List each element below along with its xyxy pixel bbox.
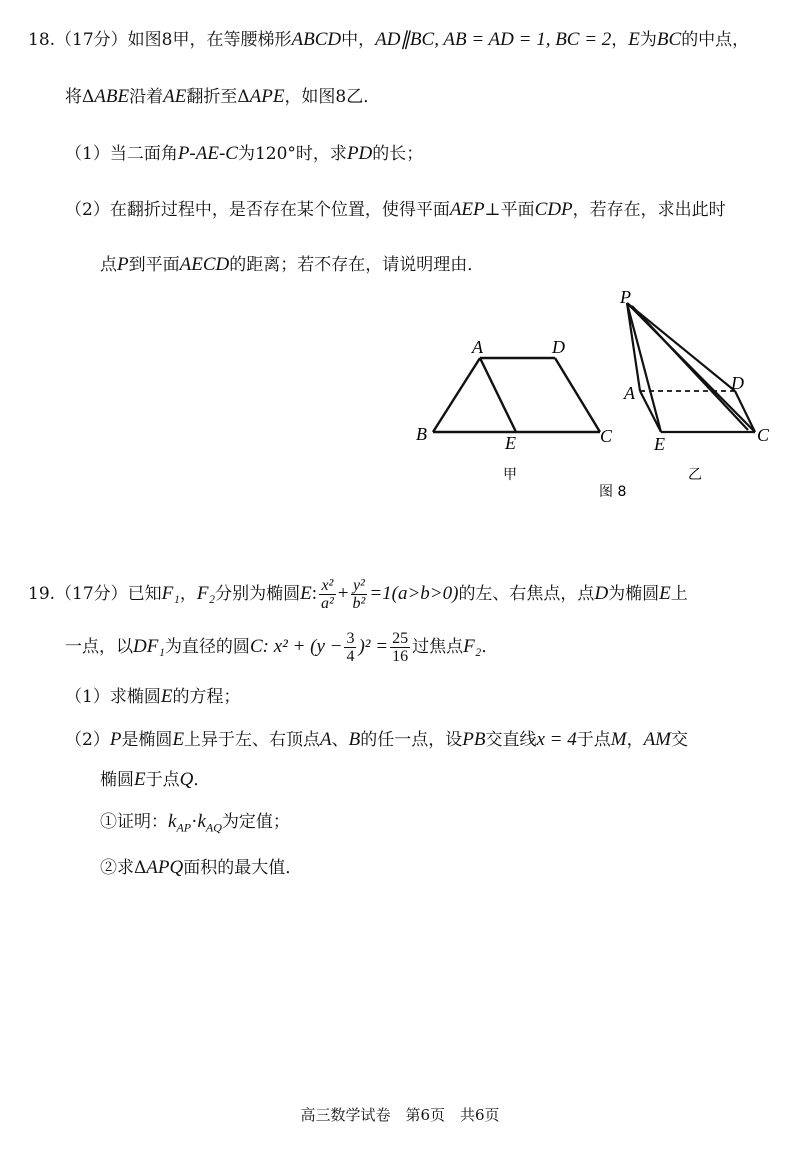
p19-q2M: M: [610, 729, 627, 750]
p19-h2: 分别为椭圆: [215, 584, 301, 604]
p18-AE: AE: [163, 86, 187, 107]
p18-BC: BC: [656, 29, 682, 50]
p19-sep: ，: [179, 584, 197, 604]
p18-q2P: P: [117, 254, 129, 275]
p18-mid1: 中，: [341, 30, 376, 50]
frac-x2-a2: [319, 577, 336, 612]
trap-label-C: C: [600, 426, 613, 446]
trap-edge-AE: [480, 358, 516, 432]
p19-F2: F₂: [196, 583, 216, 604]
p19-h1: 19.（17分）已知: [28, 584, 162, 604]
p19-h3: 的左、右焦点，点: [458, 584, 595, 604]
p19-q2PB: PB: [462, 729, 486, 750]
p19-circle-mid: )² =: [358, 636, 389, 657]
p19-line1: [28, 572, 688, 616]
p18-q1c: 的长；: [372, 144, 424, 164]
p18-q1a: （1）当二面角: [65, 144, 178, 164]
p19-q2k: 于点: [145, 770, 180, 790]
pyr-edge-PE: [627, 303, 661, 432]
trapezoid-figure: [433, 358, 600, 432]
trap-label-B: B: [416, 424, 427, 444]
p18-q2AEP: AEP: [449, 199, 485, 220]
p19-line2: [65, 625, 498, 669]
p19-sub1b: 为定值；: [221, 812, 290, 832]
p19-q2a: （2）: [65, 730, 110, 750]
p19-colon: :: [311, 583, 317, 604]
pyramid-figure: [627, 303, 755, 432]
trap-label-E: E: [505, 433, 516, 453]
trap-edge-DC: [555, 358, 600, 432]
p19-q2AM: AM: [643, 729, 672, 750]
p19-q2b: 是椭圆: [121, 730, 173, 750]
p19-sub1aq: AQ: [205, 820, 222, 835]
p19-h4: 为椭圆: [608, 584, 660, 604]
p19-q2E: E: [172, 729, 185, 750]
trap-label-A: A: [472, 337, 483, 357]
page-footer: 高三数学试卷 第6页 共6页: [300, 1106, 500, 1124]
pyr-label-A: A: [624, 383, 635, 403]
p19-q2h: ，: [626, 730, 644, 750]
pyr-label-E: E: [654, 434, 665, 454]
p18-header: 18.（17分）如图8甲，在等腰梯形: [28, 30, 292, 50]
p18-q2b: ⊥平面: [484, 200, 535, 220]
p19-sub1dot: ·: [191, 811, 198, 832]
p19-q2Q: Q: [179, 769, 194, 790]
p19-q2f: 交直线: [485, 730, 537, 750]
p18-l2b: 沿着: [129, 87, 164, 107]
p19-circle-left: : x² + (y −: [262, 636, 343, 657]
p19-sub1k2: k: [197, 811, 206, 832]
p18-l2c: 翻折至Δ: [186, 87, 250, 107]
p19-l2d: ．: [481, 637, 499, 657]
frac-den-b2: b²: [352, 595, 366, 612]
p19-sub2a: ②求Δ: [100, 858, 147, 878]
p19-l2c: 过焦点: [412, 637, 464, 657]
figure-caption: 图 8: [599, 484, 627, 500]
p18-q2c: ，若存在，求出此时: [572, 200, 726, 220]
p19-DF1: DF₁: [133, 636, 165, 657]
p19-q2line: x = 4: [536, 729, 577, 750]
frac-num-y2: y²: [351, 577, 368, 595]
p18-cond: AD∥BC, AB = AD = 1, BC = 2: [375, 29, 612, 50]
p18-mid2: ，: [611, 30, 629, 50]
p19-q2i: 交: [671, 730, 689, 750]
p19-C: C: [249, 636, 263, 657]
p19-sub1: [100, 810, 290, 839]
p19-q2A: A: [320, 729, 332, 750]
p19-q2-cont: [100, 768, 210, 792]
frac-den-4: 4: [346, 648, 355, 665]
trap-edge-AB: [433, 358, 480, 432]
p19-q1a: （1）求椭圆: [65, 687, 161, 707]
p18-q1angle: P-AE-C: [177, 143, 238, 164]
p18-q2a: （2）在翻折过程中，是否存在某个位置，使得平面: [65, 200, 450, 220]
p19-q2: [65, 728, 688, 752]
p19-q2l: ．: [193, 770, 211, 790]
p19-q2c: 上异于左、右顶点: [184, 730, 321, 750]
frac-num-x2: x²: [319, 577, 336, 595]
p18-q2CDP: CDP: [534, 199, 573, 220]
p19-q2B: B: [348, 729, 361, 750]
p19-E2: E: [659, 583, 671, 604]
pyr-label-C: C: [757, 425, 770, 445]
p19-D: D: [594, 583, 609, 604]
trap-label-D: D: [552, 337, 565, 357]
p18-q2AECD: AECD: [179, 254, 230, 275]
p19-q2d: 、: [331, 730, 349, 750]
frac-y2-b2: [351, 577, 368, 612]
p19-q2g: 于点: [576, 730, 611, 750]
pyr-edge-AE: [640, 391, 661, 432]
p19-h5: 上: [670, 584, 688, 604]
p18-shape: ABCD: [291, 29, 342, 50]
p19-plus: +: [337, 583, 349, 604]
p19-F1: F₁: [161, 583, 180, 604]
p19-q2j: 椭圆: [100, 770, 134, 790]
p19-l2b: 为直径的圆: [164, 637, 250, 657]
p19-sub1ap: AP: [176, 820, 192, 835]
pyr-edge-PD: [627, 303, 735, 391]
frac-25-16: [390, 630, 410, 665]
frac-3-4: [344, 630, 356, 665]
frac-num-25: 25: [392, 630, 409, 647]
p18-E: E: [628, 29, 640, 50]
p19-q1b: 的方程；: [172, 687, 241, 707]
p19-q2e: 的任一点，设: [360, 730, 463, 750]
p18-l2d: ，如图8乙．: [284, 87, 381, 107]
p19-E: E: [300, 583, 312, 604]
p19-l2a: 一点，以: [65, 637, 133, 657]
p18-q2e: 到平面: [128, 255, 180, 275]
pyr-label-P: P: [620, 287, 631, 307]
p19-q1: [65, 685, 240, 709]
p18-APE: APE: [249, 86, 285, 107]
p19-q2P: P: [109, 729, 122, 750]
p18-q2d: 点: [100, 255, 117, 275]
caption-yi: 乙: [688, 467, 702, 483]
pyr-label-D: D: [731, 373, 744, 393]
p19-sub2b: 面积的最大值．: [183, 858, 303, 878]
frac-den-16: 16: [392, 648, 409, 665]
p18-mid3: 为: [639, 30, 657, 50]
frac-num-3: 3: [346, 630, 355, 647]
p18-tail: 的中点，: [681, 30, 750, 50]
p18-q2f: 的距离；若不存在，请说明理由．: [229, 255, 485, 275]
p18-ABE: ABE: [94, 86, 130, 107]
p19-F2b: F₂: [463, 636, 482, 657]
p18-q1PD: PD: [346, 143, 373, 164]
p19-q2E2: E: [134, 769, 146, 790]
p18-q1b: 为120°时，求: [237, 144, 347, 164]
caption-jia: 甲: [503, 467, 517, 483]
p19-sub1k: k: [168, 811, 177, 832]
p19-sub2: [100, 856, 302, 880]
p19-sub1a: ①证明：: [100, 812, 168, 832]
p19-eq1: =1(a>b>0): [369, 583, 459, 604]
p19-sub2APQ: APQ: [146, 857, 184, 878]
frac-den-a2: a²: [321, 595, 334, 612]
p19-q1E: E: [160, 686, 173, 707]
p18-l2a: 将Δ: [65, 87, 95, 107]
